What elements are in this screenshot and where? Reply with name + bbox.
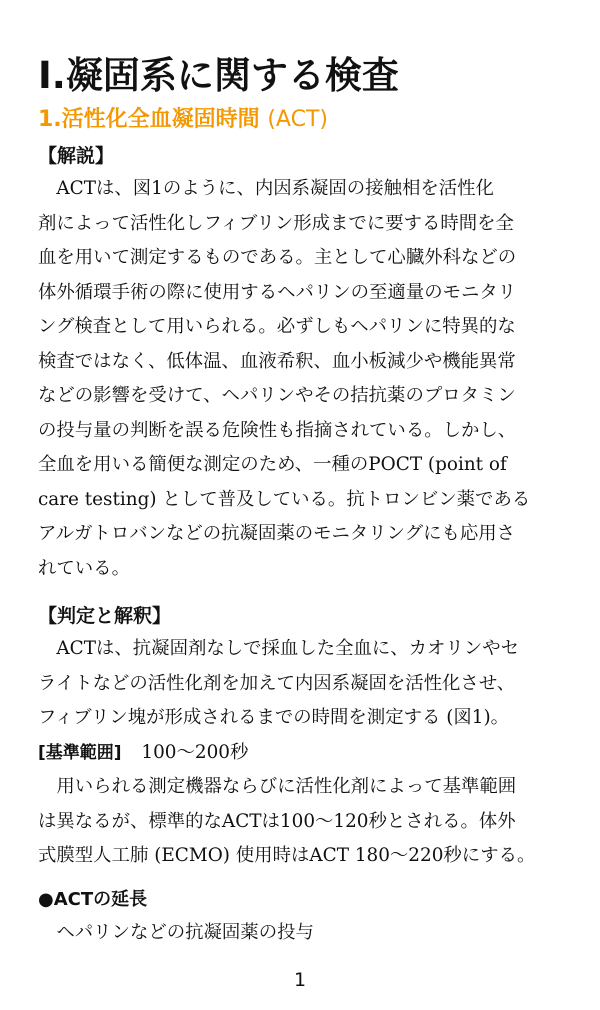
document-page [38, 50, 574, 950]
reference-range-label: [基準範囲] [38, 742, 122, 763]
explanation-section [38, 140, 574, 586]
chapter-title: Ⅰ.凝固系に関する検査 [38, 54, 399, 97]
explanation-line: 全血を用いる簡便な測定のため、一種のPOCT (point of [38, 454, 507, 475]
interpretation-section [38, 600, 574, 736]
explanation-line: の投与量の判断を誤る危険性も指摘されている。しかし、 [38, 419, 517, 441]
interpretation-line: フィブリン塊が形成されるまでの時間を測定する (図1)。 [38, 707, 510, 728]
explanation-line: れている。 [38, 557, 130, 579]
prolongation-section [38, 884, 574, 951]
explanation-line: アルガトロバンなどの抗凝固薬のモニタリングにも応用さ [38, 523, 516, 544]
explanation-line: などの影響を受けて、ヘパリンやその拮抗薬のプロタミン [38, 385, 516, 406]
prolongation-heading: ●ACTの延長 [38, 888, 148, 910]
interpretation-heading: 【判定と解釈】 [38, 605, 172, 627]
explanation-line: 血を用いて測定するものである。主として心臓外科などの [38, 247, 517, 268]
reference-range-value: 100～200秒 [141, 741, 249, 763]
explanation-line: ACTは、図1のように、内因系凝固の接触相を活性化 [56, 178, 494, 199]
section-title [38, 104, 574, 136]
explanation-body [38, 172, 574, 586]
interpretation-line: ライトなどの活性化剤を加えて内因系凝固を活性化させ、 [38, 672, 516, 694]
explanation-heading: 【解説】 [38, 145, 115, 167]
reference-range-line: は異なるが、標準的なACTは100～120秒とされる。体外 [38, 810, 516, 832]
explanation-line: 剤によって活性化しフィブリン形成までに要する時間を全 [38, 212, 514, 234]
explanation-line: ング検査として用いられる。必ずしもヘパリンに特異的な [38, 316, 516, 337]
reference-range-row [38, 736, 574, 771]
section-title-acronym: (ACT) [267, 107, 328, 132]
interpretation-line: ACTは、抗凝固剤なしで採血した全血に、カオリンやセ [56, 638, 519, 659]
explanation-line: 体外循環手術の際に使用するヘパリンの至適量のモニタリ [38, 281, 517, 303]
reference-range-section [38, 736, 574, 874]
prolongation-line: ヘパリンなどの抗凝固薬の投与 [56, 921, 314, 943]
section-title-main: 1.活性化全血凝固時間 [38, 107, 260, 132]
page-number: 1 [293, 969, 307, 991]
explanation-line: care testing) として普及している。抗トロンビン薬である [38, 488, 531, 510]
reference-range-line: 式膜型人工肺 (ECMO) 使用時はACT 180～220秒にする。 [38, 845, 536, 866]
reference-range-line: 用いられる測定機器ならびに活性化剤によって基準範囲 [56, 776, 517, 797]
explanation-line: 検査ではなく、低体温、血液希釈、血小板減少や機能異常 [38, 350, 516, 372]
